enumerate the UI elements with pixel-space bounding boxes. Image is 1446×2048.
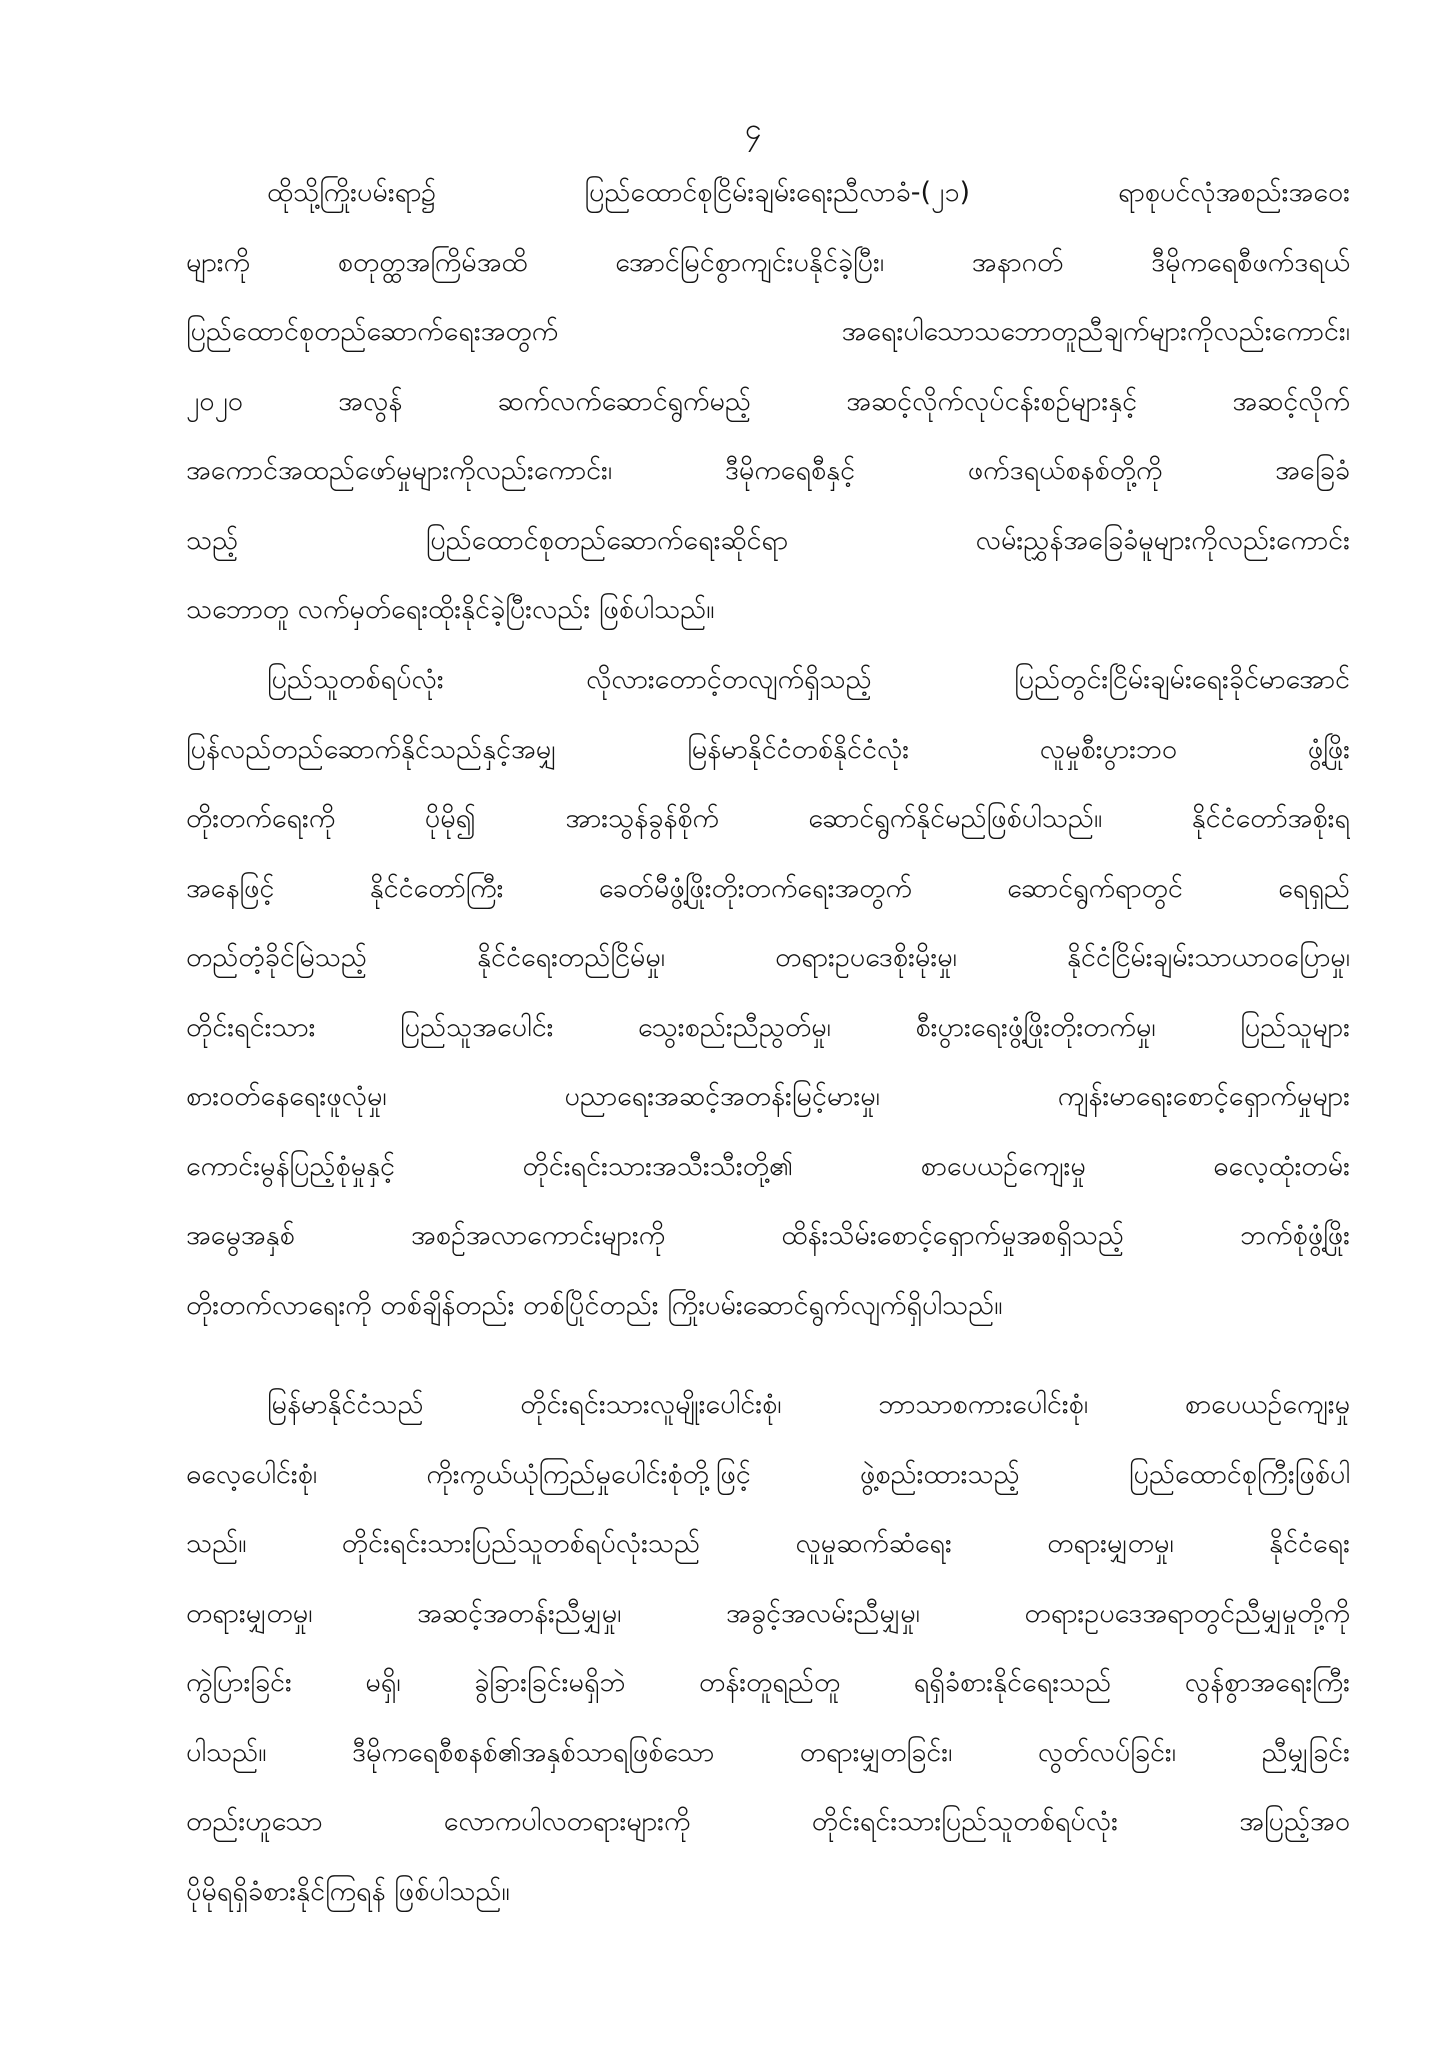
text-line: များကို စတုတ္ထအကြိမ်အထိ အောင်မြင်စွာကျင်းပနိုင်ခဲ့ပြီး၊ အနာဂတ် ဒီမိုကရေစီဖက်ဒရယ်	[186, 246, 1350, 278]
text-line: ပါသည်။ ဒီမိုကရေစီစနစ်၏အနှစ်သာရဖြစ်သော တရားမျှတခြင်း၊ လွတ်လပ်ခြင်း၊ ညီမျှခြင်း	[186, 1736, 1350, 1768]
text-line: သဘောတူ လက်မှတ်ရေးထိုးနိုင်ခဲ့ပြီးလည်း ဖြစ်ပါသည်။	[186, 594, 715, 625]
paragraph-3	[186, 1370, 1350, 1926]
text-line: ထိုသို့ကြိုးပမ်းရာ၌ ပြည်ထောင်စုငြိမ်းချမ်းရေးညီလာခံ-(၂၁) ရာစုပင်လုံအစည်းအဝေး	[267, 177, 1350, 208]
text-line: မြန်မာနိုင်ငံသည် တိုင်းရင်းသားလူမျိုးပေါင်းစုံ၊ ဘာသာစကားပေါင်းစုံ၊ စာပေယဉ်ကျေးမှု	[267, 1389, 1350, 1420]
page-number: ၄	[744, 112, 762, 147]
paragraph-1	[186, 158, 1350, 645]
text-line: တိုင်းရင်းသား ပြည်သူအပေါင်း သွေးစည်းညီညွတ်မှု၊ စီးပွားရေးဖွံ့ဖြိုးတိုးတက်မှု၊ ပြည်သူများ	[186, 1011, 1350, 1043]
text-line: ပြည်သူတစ်ရပ်လုံး လိုလားတောင့်တလျက်ရှိသည့် ပြည်တွင်းငြိမ်းချမ်းရေးခိုင်မာအောင်	[267, 664, 1350, 695]
text-line: ဓလေ့ပေါင်းစုံ၊ ကိုးကွယ်ယုံကြည်မှုပေါင်းစုံတို့ဖြင့် ဖွဲ့စည်းထားသည့် ပြည်ထောင်စုကြီးဖြစ်ပါ	[186, 1458, 1350, 1490]
text-line: တိုးတက်လာရေးကို တစ်ချိန်တည်း တစ်ပြိုင်တည်း ကြိုးပမ်းဆောင်ရွက်လျက်ရှိပါသည်။	[186, 1289, 1003, 1321]
paragraph-2	[186, 645, 1350, 1340]
text-line: ပိုမိုရရှိခံစားနိုင်ကြရန် ဖြစ်ပါသည်။	[186, 1875, 510, 1907]
text-line: သည့် ပြည်ထောင်စုတည်ဆောက်ရေးဆိုင်ရာ လမ်းညွှန်အခြေခံမူများကိုလည်းကောင်း	[186, 524, 1350, 556]
text-line: အနေဖြင့် နိုင်ငံတော်ကြီး ခေတ်မီဖွံ့ဖြိုးတိုးတက်ရေးအတွက် ဆောင်ရွက်ရာတွင် ရေရှည်	[186, 872, 1350, 904]
text-line: ပြန်လည်တည်ဆောက်နိုင်သည်နှင့်အမျှ မြန်မာနိုင်ငံတစ်နိုင်ငံလုံး လူမှုစီးပွားဘဝ ဖွံ့ဖြိုး	[186, 733, 1350, 765]
text-line: အကောင်အထည်ဖော်မှုများကိုလည်းကောင်း၊ ဒီမိုကရေစီနှင့် ဖက်ဒရယ်စနစ်တို့ကို အခြေခံ	[186, 455, 1350, 486]
text-line: ပြည်ထောင်စုတည်ဆောက်ရေးအတွက် အရေးပါသောသဘောတူညီချက်များကိုလည်းကောင်း၊	[186, 316, 1350, 347]
text-line: တည်းဟူသော လောကပါလတရားများကို တိုင်းရင်းသားပြည်သူတစ်ရပ်လုံး အပြည့်အဝ	[186, 1806, 1350, 1837]
text-line: စားဝတ်နေရေးဖူလုံမှု၊ ပညာရေးအဆင့်အတန်းမြင့်မားမှု၊ ကျန်းမာရေးစောင့်ရှောက်မှုများ	[186, 1081, 1350, 1112]
text-line: သည်။ တိုင်းရင်းသားပြည်သူတစ်ရပ်လုံးသည် လူမှုဆက်ဆံရေး တရားမျှတမှု၊ နိုင်ငံရေး	[186, 1528, 1350, 1559]
text-line: ကွဲပြားခြင်း မရှိ၊ ခွဲခြားခြင်းမရှိဘဲ တန်းတူရည်တူ ရရှိခံစားနိုင်ရေးသည် လွန်စွာအရေးကြီး	[186, 1667, 1350, 1698]
text-line: ၂၀၂၀ အလွန် ဆက်လက်ဆောင်ရွက်မည့် အဆင့်လိုက်လုပ်ငန်းစဉ်များနှင့် အဆင့်လိုက်	[186, 385, 1350, 417]
text-line: ကောင်းမွန်ပြည့်စုံမှုနှင့် တိုင်းရင်းသားအသီးသီးတို့၏ စာပေယဉ်ကျေးမှု ဓလေ့ထုံးတမ်း	[186, 1150, 1350, 1182]
text-line: တိုးတက်ရေးကို ပိုမို၍ အားသွန်ခွန်စိုက် ဆောင်ရွက်နိုင်မည်ဖြစ်ပါသည်။ နိုင်ငံတော်အစိုးရ	[186, 803, 1350, 834]
text-line: တရားမျှတမှု၊ အဆင့်အတန်းညီမျှမှု၊ အခွင့်အလမ်းညီမျှမှု၊ တရားဥပဒေအရာတွင်ညီမျှမှုတို့ကို	[186, 1597, 1350, 1629]
text-line: တည်တံ့ခိုင်မြဲသည့် နိုင်ငံရေးတည်ငြိမ်မှု၊ တရားဥပဒေစိုးမိုးမှု၊ နိုင်ငံငြိမ်းချမ်းသာယာဝပြောမှု၊	[186, 942, 1350, 973]
text-line: အမွေအနှစ် အစဉ်အလာကောင်းများကို ထိန်းသိမ်းစောင့်ရှောက်မှုအစရှိသည့် ဘက်စုံဖွံ့ဖြိုး	[186, 1220, 1350, 1251]
